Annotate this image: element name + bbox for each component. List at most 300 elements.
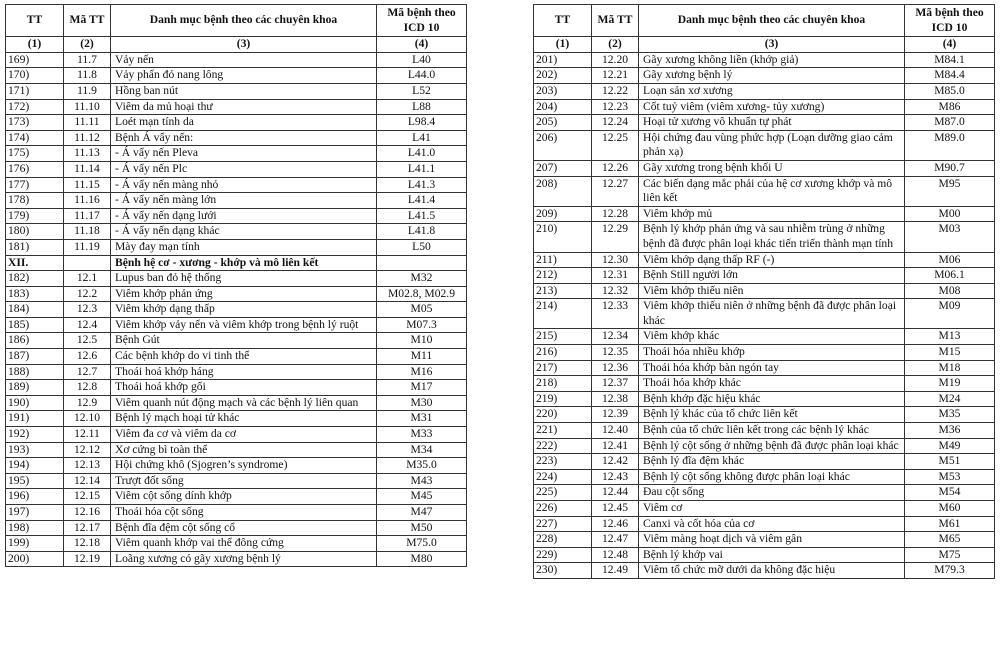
cell-ma-tt: 12.25 <box>592 130 639 160</box>
cell-ma-tt: 12.36 <box>592 360 639 376</box>
cell-ma-benh: M09 <box>905 299 995 329</box>
cell-tt: 200) <box>6 551 64 567</box>
cell-danh-muc: Gãy xương bệnh lý <box>639 68 905 84</box>
cell-tt: 182) <box>6 271 64 287</box>
cell-danh-muc: Thoái hóa khớp khác <box>639 376 905 392</box>
table-row <box>534 454 995 470</box>
cell-ma-benh: M84.4 <box>905 68 995 84</box>
table-row <box>534 329 995 345</box>
cell-ma-benh: M47 <box>377 505 467 521</box>
cell-ma-tt: 12.40 <box>592 423 639 439</box>
header-ma-benh: Mã bệnh theo ICD 10 <box>377 5 467 37</box>
cell-ma-tt: 12.2 <box>64 286 111 302</box>
cell-tt: 191) <box>6 411 64 427</box>
cell-tt: 205) <box>534 115 592 131</box>
cell-ma-tt: 11.15 <box>64 177 111 193</box>
cell-ma-benh: L41.5 <box>377 208 467 224</box>
cell-tt: 226) <box>534 501 592 517</box>
cell-ma-benh: M80 <box>377 551 467 567</box>
table-row <box>6 302 467 318</box>
cell-tt: 181) <box>6 239 64 255</box>
table-row <box>6 520 467 536</box>
table-row <box>6 286 467 302</box>
cell-tt: 214) <box>534 299 592 329</box>
cell-ma-tt: 12.16 <box>64 505 111 521</box>
cell-ma-tt: 12.5 <box>64 333 111 349</box>
cell-tt: 186) <box>6 333 64 349</box>
table-row <box>6 427 467 443</box>
cell-tt: 221) <box>534 423 592 439</box>
cell-ma-tt: 12.12 <box>64 442 111 458</box>
cell-ma-benh: L41.1 <box>377 161 467 177</box>
cell-ma-tt: 12.24 <box>592 115 639 131</box>
cell-danh-muc: Bệnh lý đĩa đệm khác <box>639 454 905 470</box>
table-row <box>534 283 995 299</box>
cell-ma-benh: M15 <box>905 345 995 361</box>
cell-danh-muc: Viêm khớp vảy nến và viêm khớp trong bệnh lý ruột <box>111 317 377 333</box>
section-row <box>6 255 467 271</box>
cell-ma-tt: 12.17 <box>64 520 111 536</box>
header-col-1: (1) <box>6 37 64 53</box>
cell-ma-benh: M51 <box>905 454 995 470</box>
cell-danh-muc: Viêm quanh nút động mạch và các bệnh lý liên quan <box>111 395 377 411</box>
cell-ma-benh: M36 <box>905 423 995 439</box>
cell-tt: 192) <box>6 427 64 443</box>
table-row <box>6 161 467 177</box>
cell-tt: 190) <box>6 395 64 411</box>
cell-ma-benh: M49 <box>905 438 995 454</box>
cell-ma-benh: M53 <box>905 469 995 485</box>
cell-tt: 212) <box>534 268 592 284</box>
cell-ma-tt: 12.7 <box>64 364 111 380</box>
cell-ma-benh: L41.4 <box>377 193 467 209</box>
cell-danh-muc: Thoái hóa nhiều khớp <box>639 345 905 361</box>
header-col-1: (1) <box>534 37 592 53</box>
cell-tt: 217) <box>534 360 592 376</box>
cell-danh-muc: Hoại tử xương vô khuẩn tự phát <box>639 115 905 131</box>
header-col-3: (3) <box>639 37 905 53</box>
cell-ma-benh: M33 <box>377 427 467 443</box>
cell-ma-tt: 11.13 <box>64 146 111 162</box>
cell-danh-muc: Loét mạn tính da <box>111 115 377 131</box>
cell-ma-tt: 12.14 <box>64 473 111 489</box>
cell-ma-tt: 12.28 <box>592 206 639 222</box>
cell-ma-benh: M45 <box>377 489 467 505</box>
cell-danh-muc: Thoái hoá khớp gối <box>111 380 377 396</box>
header-danh-muc: Danh mục bệnh theo các chuyên khoa <box>639 5 905 37</box>
cell-tt: 220) <box>534 407 592 423</box>
cell-ma-tt <box>64 255 111 271</box>
cell-tt: 194) <box>6 458 64 474</box>
table-row <box>534 252 995 268</box>
cell-danh-muc: Bệnh lý cột sống không được phân loại khác <box>639 469 905 485</box>
table-row <box>534 176 995 206</box>
cell-danh-muc: Viêm khớp mủ <box>639 206 905 222</box>
table-row <box>6 99 467 115</box>
cell-danh-muc: - Á vẩy nến dạng lưới <box>111 208 377 224</box>
table-row <box>534 268 995 284</box>
cell-danh-muc: Bệnh Gút <box>111 333 377 349</box>
cell-ma-tt: 12.35 <box>592 345 639 361</box>
cell-ma-benh: M34 <box>377 442 467 458</box>
cell-tt: 171) <box>6 83 64 99</box>
cell-tt: 204) <box>534 99 592 115</box>
cell-ma-benh: M60 <box>905 501 995 517</box>
cell-tt: 230) <box>534 563 592 579</box>
table-row <box>6 68 467 84</box>
cell-danh-muc: Loãng xương có gãy xương bệnh lý <box>111 551 377 567</box>
header-tt: TT <box>534 5 592 37</box>
cell-danh-muc: Loạn sản xơ xương <box>639 83 905 99</box>
cell-danh-muc: Thoái hóa khớp bàn ngón tay <box>639 360 905 376</box>
cell-tt: 218) <box>534 376 592 392</box>
cell-ma-tt: 12.21 <box>592 68 639 84</box>
cell-ma-benh: M13 <box>905 329 995 345</box>
cell-tt: 185) <box>6 317 64 333</box>
table-row <box>6 177 467 193</box>
cell-ma-benh: M06.1 <box>905 268 995 284</box>
cell-tt: 219) <box>534 391 592 407</box>
cell-ma-tt: 12.13 <box>64 458 111 474</box>
table-row <box>534 222 995 252</box>
cell-ma-tt: 11.8 <box>64 68 111 84</box>
cell-tt: 183) <box>6 286 64 302</box>
cell-ma-tt: 12.22 <box>592 83 639 99</box>
cell-danh-muc: Viêm khớp dạng thấp RF (-) <box>639 252 905 268</box>
header-col-4: (4) <box>905 37 995 53</box>
disease-table-right <box>533 4 995 579</box>
cell-ma-tt: 12.27 <box>592 176 639 206</box>
cell-ma-benh: M11 <box>377 349 467 365</box>
cell-tt: 174) <box>6 130 64 146</box>
table-row <box>534 130 995 160</box>
table-row <box>534 299 995 329</box>
cell-ma-benh: M89.0 <box>905 130 995 160</box>
cell-tt: 193) <box>6 442 64 458</box>
header-tt: TT <box>6 5 64 37</box>
cell-danh-muc: Bệnh của tổ chức liên kết trong các bệnh lý khác <box>639 423 905 439</box>
cell-ma-tt: 12.37 <box>592 376 639 392</box>
cell-ma-tt: 12.32 <box>592 283 639 299</box>
table-row <box>6 395 467 411</box>
cell-danh-muc: Viêm khớp phản ứng <box>111 286 377 302</box>
table-row <box>6 239 467 255</box>
cell-danh-muc: Viêm da mủ hoại thư <box>111 99 377 115</box>
table-row <box>6 505 467 521</box>
cell-ma-benh: L41 <box>377 130 467 146</box>
cell-danh-muc: Trượt đốt sống <box>111 473 377 489</box>
table-row <box>6 130 467 146</box>
cell-tt: 229) <box>534 547 592 563</box>
table-row <box>6 458 467 474</box>
table-row <box>6 224 467 240</box>
header-danh-muc: Danh mục bệnh theo các chuyên khoa <box>111 5 377 37</box>
table-row <box>534 547 995 563</box>
cell-ma-tt: 12.15 <box>64 489 111 505</box>
table-row <box>534 376 995 392</box>
cell-danh-muc: Hội chứng đau vùng phức hợp (Loạn dưỡng giao cảm phản xạ) <box>639 130 905 160</box>
cell-danh-muc: - Á vẩy nến dạng khác <box>111 224 377 240</box>
cell-ma-benh: M16 <box>377 364 467 380</box>
header-ma-tt: Mã TT <box>64 5 111 37</box>
cell-ma-tt: 11.12 <box>64 130 111 146</box>
cell-ma-tt: 12.39 <box>592 407 639 423</box>
cell-danh-muc: Bệnh lý khớp vai <box>639 547 905 563</box>
cell-ma-tt: 11.7 <box>64 52 111 68</box>
cell-ma-benh: L41.3 <box>377 177 467 193</box>
cell-tt: 199) <box>6 536 64 552</box>
table-row <box>6 489 467 505</box>
cell-danh-muc: Bệnh Still người lớn <box>639 268 905 284</box>
cell-tt: 180) <box>6 224 64 240</box>
cell-danh-muc: Gãy xương không liền (khớp giả) <box>639 52 905 68</box>
cell-ma-tt: 12.49 <box>592 563 639 579</box>
cell-ma-benh: M32 <box>377 271 467 287</box>
disease-table-left <box>5 4 467 567</box>
table-row <box>6 380 467 396</box>
cell-danh-muc: Mày đay mạn tính <box>111 239 377 255</box>
cell-ma-benh: M05 <box>377 302 467 318</box>
cell-ma-benh: M84.1 <box>905 52 995 68</box>
cell-ma-tt: 12.10 <box>64 411 111 427</box>
cell-tt: 184) <box>6 302 64 318</box>
cell-danh-muc: Bệnh lý khác của tổ chức liên kết <box>639 407 905 423</box>
cell-ma-tt: 11.19 <box>64 239 111 255</box>
cell-danh-muc: Bệnh Á vẩy nến: <box>111 130 377 146</box>
cell-tt: 170) <box>6 68 64 84</box>
cell-tt: 202) <box>534 68 592 84</box>
table-row <box>6 473 467 489</box>
table-row <box>534 115 995 131</box>
cell-tt: 189) <box>6 380 64 396</box>
cell-ma-benh: M02.8, M02.9 <box>377 286 467 302</box>
cell-ma-tt: 12.20 <box>592 52 639 68</box>
cell-tt: 173) <box>6 115 64 131</box>
cell-ma-benh: M17 <box>377 380 467 396</box>
cell-ma-tt: 12.19 <box>64 551 111 567</box>
cell-danh-muc: Viêm màng hoạt dịch và viêm gân <box>639 532 905 548</box>
cell-danh-muc: - Á vẩy nến Pleva <box>111 146 377 162</box>
cell-danh-muc: Viêm quanh khớp vai thể đông cứng <box>111 536 377 552</box>
cell-danh-muc: Vảy phấn đỏ nang lông <box>111 68 377 84</box>
cell-ma-tt: 11.16 <box>64 193 111 209</box>
cell-ma-benh: M50 <box>377 520 467 536</box>
cell-tt: 224) <box>534 469 592 485</box>
table-row <box>534 407 995 423</box>
cell-ma-benh: M43 <box>377 473 467 489</box>
cell-ma-tt: 12.30 <box>592 252 639 268</box>
cell-ma-tt: 12.45 <box>592 501 639 517</box>
cell-ma-tt: 12.8 <box>64 380 111 396</box>
cell-ma-benh: M31 <box>377 411 467 427</box>
cell-ma-tt: 12.34 <box>592 329 639 345</box>
cell-ma-tt: 12.48 <box>592 547 639 563</box>
cell-danh-muc: Các bệnh khớp do vi tinh thể <box>111 349 377 365</box>
cell-danh-muc: Lupus ban đỏ hệ thống <box>111 271 377 287</box>
cell-danh-muc: Viêm cột sống dính khớp <box>111 489 377 505</box>
header-ma-tt: Mã TT <box>592 5 639 37</box>
header-col-3: (3) <box>111 37 377 53</box>
table-row <box>534 360 995 376</box>
cell-danh-muc: Bệnh khớp đặc hiệu khác <box>639 391 905 407</box>
cell-ma-tt: 11.11 <box>64 115 111 131</box>
cell-danh-muc: Bệnh đĩa đệm cột sống cổ <box>111 520 377 536</box>
cell-ma-tt: 12.23 <box>592 99 639 115</box>
cell-ma-tt: 12.43 <box>592 469 639 485</box>
cell-ma-benh: M00 <box>905 206 995 222</box>
table-row <box>6 208 467 224</box>
cell-ma-benh: M19 <box>905 376 995 392</box>
cell-danh-muc: Hội chứng khô (Sjogren’s syndrome) <box>111 458 377 474</box>
cell-danh-muc: - Á vẩy nến màng nhỏ <box>111 177 377 193</box>
cell-ma-benh: M18 <box>905 360 995 376</box>
table-row <box>534 516 995 532</box>
table-row <box>6 83 467 99</box>
cell-tt: XII. <box>6 255 64 271</box>
table-row <box>6 364 467 380</box>
cell-ma-tt: 12.6 <box>64 349 111 365</box>
table-row <box>6 115 467 131</box>
cell-ma-benh: M95 <box>905 176 995 206</box>
cell-ma-benh: M03 <box>905 222 995 252</box>
cell-tt: 176) <box>6 161 64 177</box>
cell-tt: 175) <box>6 146 64 162</box>
cell-tt: 208) <box>534 176 592 206</box>
cell-danh-muc: Viêm tổ chức mỡ dưới da không đặc hiệu <box>639 563 905 579</box>
cell-ma-benh: L98.4 <box>377 115 467 131</box>
cell-tt: 169) <box>6 52 64 68</box>
cell-danh-muc: Hồng ban nút <box>111 83 377 99</box>
cell-ma-tt: 12.3 <box>64 302 111 318</box>
cell-danh-muc: Bệnh lý cột sống ở những bệnh đã được phân loại khác <box>639 438 905 454</box>
table-row <box>6 146 467 162</box>
cell-ma-benh: M86 <box>905 99 995 115</box>
cell-tt: 172) <box>6 99 64 115</box>
cell-ma-benh: M08 <box>905 283 995 299</box>
table-row <box>534 501 995 517</box>
cell-ma-tt: 12.18 <box>64 536 111 552</box>
cell-ma-benh: M61 <box>905 516 995 532</box>
cell-ma-benh: L52 <box>377 83 467 99</box>
cell-ma-tt: 12.46 <box>592 516 639 532</box>
cell-ma-benh: M87.0 <box>905 115 995 131</box>
table-row <box>534 345 995 361</box>
cell-ma-benh: M10 <box>377 333 467 349</box>
table-row <box>6 317 467 333</box>
cell-tt: 201) <box>534 52 592 68</box>
table-row <box>534 160 995 176</box>
cell-ma-benh: L88 <box>377 99 467 115</box>
cell-tt: 196) <box>6 489 64 505</box>
cell-tt: 209) <box>534 206 592 222</box>
cell-ma-tt: 12.11 <box>64 427 111 443</box>
table-row <box>534 423 995 439</box>
table-row <box>534 438 995 454</box>
cell-tt: 177) <box>6 177 64 193</box>
cell-ma-benh: L50 <box>377 239 467 255</box>
cell-ma-benh <box>377 255 467 271</box>
cell-tt: 228) <box>534 532 592 548</box>
header-ma-benh: Mã bệnh theo ICD 10 <box>905 5 995 37</box>
table-row <box>6 52 467 68</box>
table-row <box>534 52 995 68</box>
cell-tt: 203) <box>534 83 592 99</box>
cell-tt: 211) <box>534 252 592 268</box>
table-row <box>534 83 995 99</box>
cell-ma-benh: M54 <box>905 485 995 501</box>
cell-ma-tt: 12.47 <box>592 532 639 548</box>
cell-danh-muc: Viêm khớp thiếu niên ở những bệnh đã được phân loại khác <box>639 299 905 329</box>
table-row <box>534 563 995 579</box>
cell-tt: 227) <box>534 516 592 532</box>
cell-ma-benh: M07.3 <box>377 317 467 333</box>
table-row <box>6 411 467 427</box>
cell-ma-benh: L41.0 <box>377 146 467 162</box>
cell-danh-muc: Viêm khớp khác <box>639 329 905 345</box>
cell-danh-muc: Bệnh hệ cơ - xương - khớp và mô liên kết <box>111 255 377 271</box>
cell-ma-tt: 11.9 <box>64 83 111 99</box>
table-row <box>6 193 467 209</box>
cell-tt: 198) <box>6 520 64 536</box>
cell-ma-tt: 12.26 <box>592 160 639 176</box>
table-row <box>534 68 995 84</box>
cell-ma-benh: M35 <box>905 407 995 423</box>
header-col-2: (2) <box>592 37 639 53</box>
cell-ma-tt: 11.17 <box>64 208 111 224</box>
cell-ma-benh: M79.3 <box>905 563 995 579</box>
cell-tt: 216) <box>534 345 592 361</box>
cell-ma-tt: 12.31 <box>592 268 639 284</box>
cell-danh-muc: Gãy xương trong bệnh khối U <box>639 160 905 176</box>
cell-tt: 215) <box>534 329 592 345</box>
cell-ma-tt: 11.14 <box>64 161 111 177</box>
cell-ma-benh: L44.0 <box>377 68 467 84</box>
cell-danh-muc: Bệnh lý khớp phản ứng và sau nhiễm trùng ở những bệnh đã được phân loại khác tiến triển thành mạn tính <box>639 222 905 252</box>
table-row <box>6 551 467 567</box>
cell-tt: 225) <box>534 485 592 501</box>
cell-ma-tt: 12.9 <box>64 395 111 411</box>
cell-danh-muc: Vảy nến <box>111 52 377 68</box>
cell-tt: 206) <box>534 130 592 160</box>
cell-tt: 222) <box>534 438 592 454</box>
cell-tt: 213) <box>534 283 592 299</box>
cell-ma-benh: M35.0 <box>377 458 467 474</box>
cell-tt: 178) <box>6 193 64 209</box>
cell-danh-muc: Các biến dạng mắc phải của hệ cơ xương khớp và mô liên kết <box>639 176 905 206</box>
cell-danh-muc: Viêm cơ <box>639 501 905 517</box>
cell-tt: 195) <box>6 473 64 489</box>
cell-danh-muc: - Á vẩy nến Plc <box>111 161 377 177</box>
table-row <box>534 485 995 501</box>
cell-ma-benh: M30 <box>377 395 467 411</box>
cell-ma-benh: M65 <box>905 532 995 548</box>
cell-danh-muc: Cốt tuỷ viêm (viêm xương- tủy xương) <box>639 99 905 115</box>
cell-ma-tt: 11.10 <box>64 99 111 115</box>
table-row <box>6 442 467 458</box>
cell-ma-tt: 11.18 <box>64 224 111 240</box>
cell-ma-tt: 12.4 <box>64 317 111 333</box>
cell-ma-tt: 12.33 <box>592 299 639 329</box>
cell-ma-benh: M75.0 <box>377 536 467 552</box>
cell-danh-muc: Thoái hoá khớp háng <box>111 364 377 380</box>
table-row <box>534 391 995 407</box>
header-col-2: (2) <box>64 37 111 53</box>
cell-ma-benh: L41.8 <box>377 224 467 240</box>
cell-ma-tt: 12.29 <box>592 222 639 252</box>
table-row <box>534 99 995 115</box>
table-row <box>534 206 995 222</box>
cell-ma-benh: M90.7 <box>905 160 995 176</box>
